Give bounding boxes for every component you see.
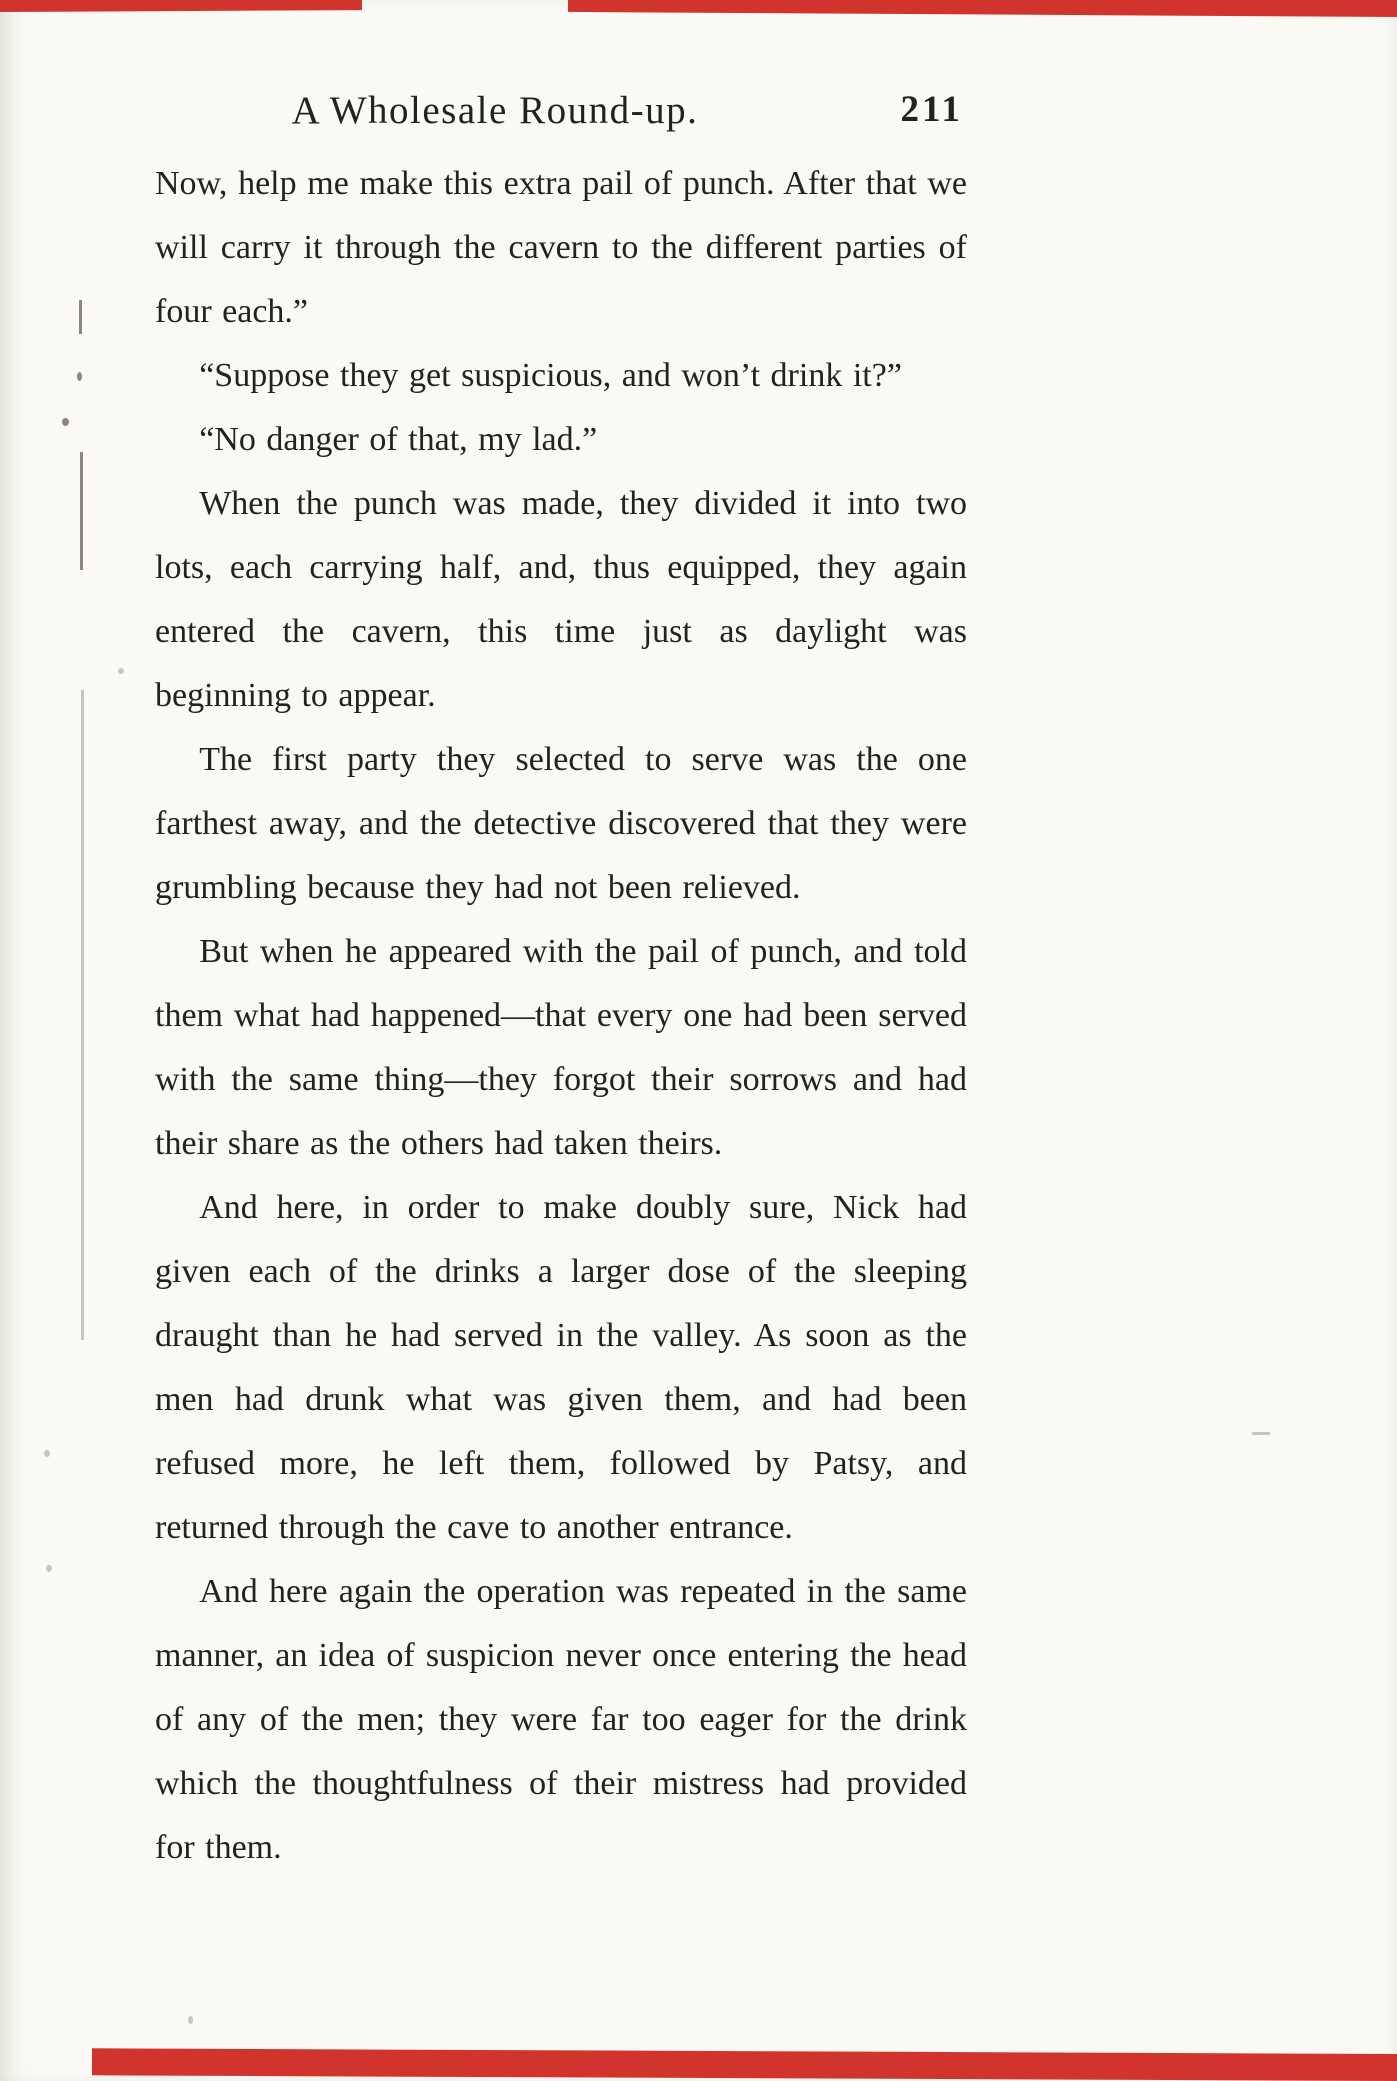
- page-header: [155, 88, 965, 140]
- paragraph: And here again the operation was repeated in the same manner, an idea of suspicion never once entering the head of any of the men; they were far too eager for the drink which the thoughtfulness of their mistress had provided for them.: [155, 1573, 967, 1866]
- scan-artifact: [1252, 1432, 1270, 1435]
- paragraph: The first party they selected to serve was the one farthest away, and the detective discovered that they were grumbling because they had not been relieved.: [155, 741, 967, 906]
- paragraph: Now, help me make this extra pail of punch. After that we will carry it through the cavern to the different parties of four each.”: [155, 165, 967, 330]
- paragraph: When the punch was made, they divided it into two lots, each carrying half, and, thus equipped, they again entered the cavern, this time just as daylight was beginning to appear.: [155, 485, 967, 714]
- scan-artifact: [77, 372, 82, 381]
- scan-artifact: [118, 668, 124, 674]
- scan-artifact: [79, 300, 82, 334]
- scan-artifact: [46, 1565, 52, 1572]
- scan-edge-top-left: [0, 0, 362, 12]
- page-number: 211: [900, 89, 963, 130]
- scan-artifact: [44, 1450, 50, 1457]
- text-block: [155, 152, 967, 1880]
- scan-artifact: [80, 452, 83, 570]
- scan-artifact: [62, 418, 69, 426]
- scan-artifact: [188, 2016, 193, 2024]
- scan-edge-top-right: [568, 0, 1397, 17]
- scan-edge-bottom: [92, 2048, 1397, 2081]
- paragraph: But when he appeared with the pail of punch, and told them what had happened—that every one had been served with the same thing—they forgot their sorrows and had their share as the others had taken theirs.: [155, 933, 967, 1162]
- paragraph: And here, in order to make doubly sure, Nick had given each of the drinks a larger dose of the sleeping draught than he had served in the valley. As soon as the men had drunk what was given them, and had been refused more, he left them, followed by Patsy, and returned through the cave to another entrance.: [155, 1189, 967, 1546]
- running-title: A Wholesale Round-up.: [291, 89, 699, 132]
- paragraph: “Suppose they get suspicious, and won’t drink it?”: [199, 357, 902, 394]
- scan-artifact: [81, 690, 84, 1340]
- paragraph: “No danger of that, my lad.”: [199, 421, 598, 458]
